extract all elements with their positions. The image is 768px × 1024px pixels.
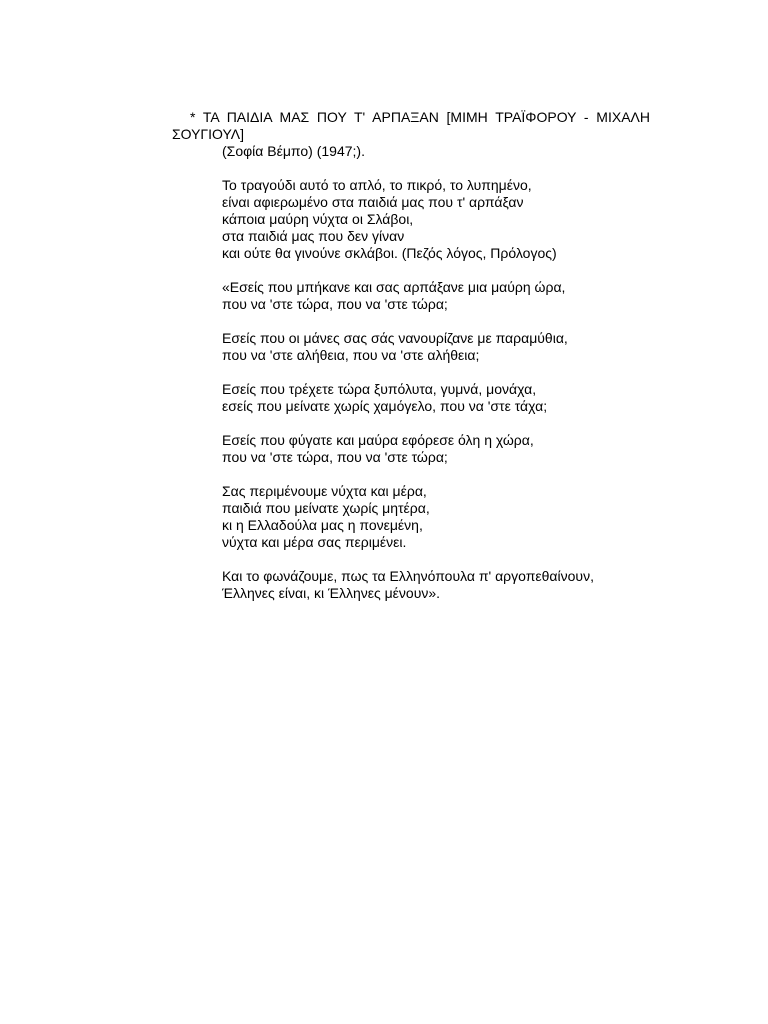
verse-line: παιδιά που μείνατε χωρίς μητέρα, <box>222 500 430 516</box>
verse-line: που να 'στε αλήθεια, που να 'στε αλήθεια; <box>222 347 480 363</box>
verse-line: που να 'στε τώρα, που να 'στε τώρα; <box>222 449 448 465</box>
verse-line: εσείς που μείνατε χωρίς χαμόγελο, που να 'στε τάχα; <box>222 398 548 414</box>
verse-line: Εσείς που οι μάνες σας σάς νανουρίζανε με παραμύθια, <box>222 330 568 346</box>
stanza <box>222 177 650 262</box>
song-heading: * ΤΑ ΠΑΙΔΙΑ ΜΑΣ ΠΟΥ Τ' ΑΡΠΑΞΑΝ [ΜΙΜΗ ΤΡΑΪΦΟΡΟΥ - ΜΙΧΑΛΗ ΣΟΥΓΙΟΥΛ] <box>172 109 650 142</box>
song-attribution: (Σοφία Βέμπο) (1947;). <box>222 143 365 159</box>
verse-line: κι η Ελλαδούλα μας η πονεμένη, <box>222 517 423 533</box>
stanza <box>222 279 650 313</box>
verse-line: Και το φωνάζουμε, πως τα Ελληνόπουλα π' αργοπεθαίνουν, <box>222 568 594 584</box>
verse-line: Έλληνες είναι, κι Έλληνες μένουν». <box>222 585 441 601</box>
stanza <box>222 483 650 551</box>
stanza <box>222 432 650 466</box>
verse-line: Το τραγούδι αυτό το απλό, το πικρό, το λυπημένο, <box>222 177 532 193</box>
verse-line: στα παιδιά μας που δεν γίναν <box>222 228 405 244</box>
verse-line: «Εσείς που μπήκανε και σας αρπάξανε μια μαύρη ώρα, <box>222 279 566 295</box>
verse-line: Εσείς που τρέχετε τώρα ξυπόλυτα, γυμνά, μονάχα, <box>222 381 537 397</box>
stanza <box>222 568 650 602</box>
verse-line: νύχτα και μέρα σας περιμένει. <box>222 534 407 550</box>
verse-line: κάποια μαύρη νύχτα οι Σλάβοι, <box>222 211 414 227</box>
verse-line: και ούτε θα γινούνε σκλάβοι. (Πεζός λόγος, Πρόλογος) <box>222 245 557 261</box>
verse-line: που να 'στε τώρα, που να 'στε τώρα; <box>222 296 448 312</box>
stanzas-container <box>172 177 650 602</box>
stanza <box>222 330 650 364</box>
text-block <box>172 109 650 602</box>
verse-line: Σας περιμένουμε νύχτα και μέρα, <box>222 483 427 499</box>
verse-line: Εσείς που φύγατε και μαύρα εφόρεσε όλη η χώρα, <box>222 432 534 448</box>
verse-line: είναι αφιερωμένο στα παιδιά μας που τ' αρπάξαν <box>222 194 524 210</box>
stanza <box>222 381 650 415</box>
